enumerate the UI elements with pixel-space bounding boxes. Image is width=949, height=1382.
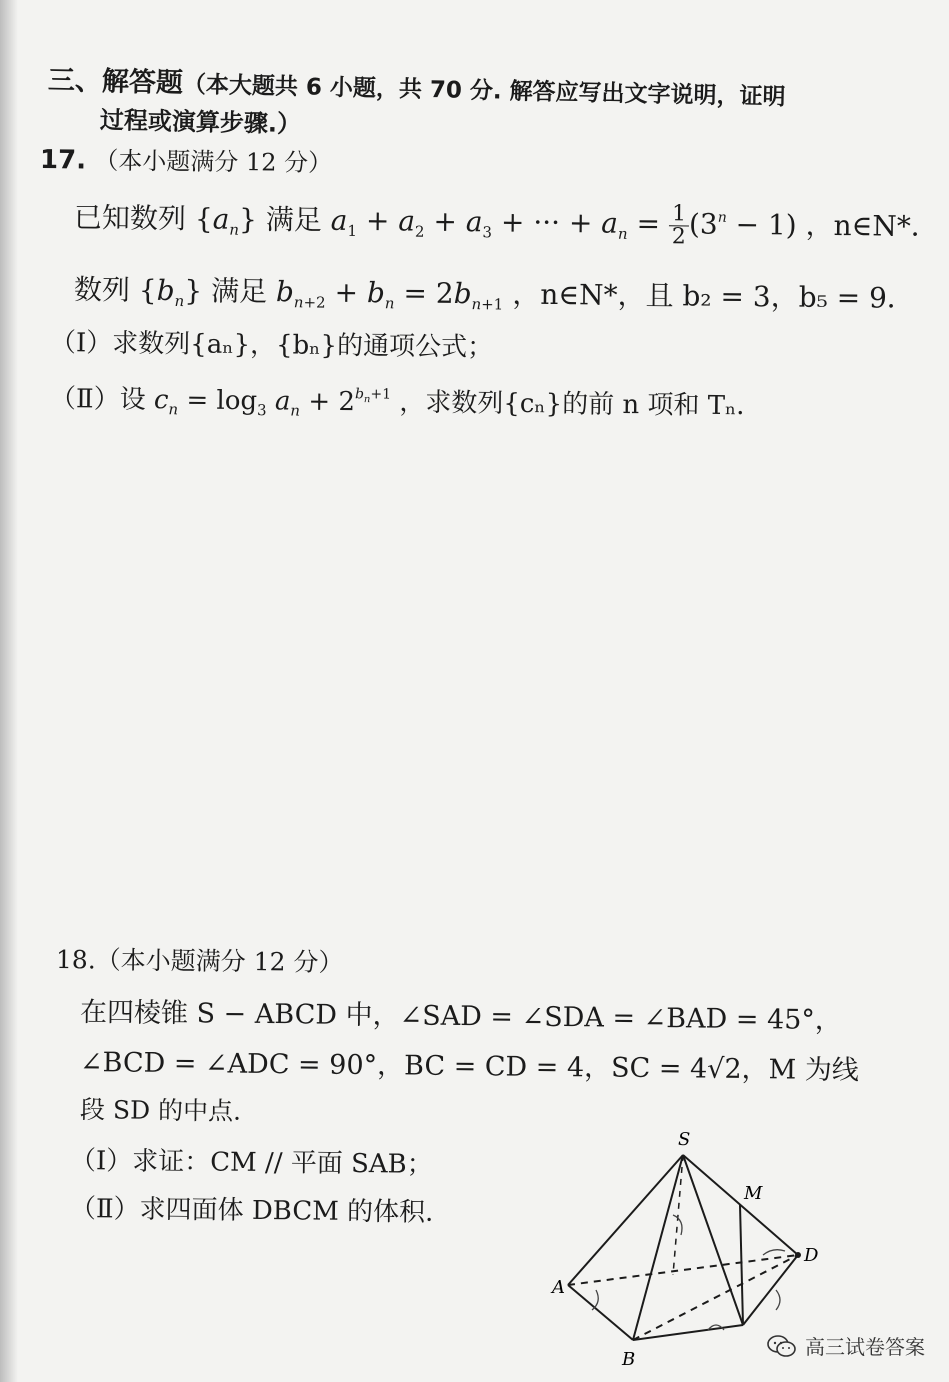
q17-line2-cond: b₂ = 3，b₅ = 9． [682, 279, 916, 315]
q17-c-formula: $c_n = \log_3 a_n + 2^{b_n+1}$ [153, 385, 392, 420]
q17-score: （本小题满分 12 分） [94, 146, 333, 178]
q18-line1: 在四棱锥 S − ABCD 中，∠SAD = ∠SDA = ∠BAD = 45°， [79, 997, 843, 1036]
q17-part1: （Ⅰ）求数列{aₙ}，{bₙ}的通项公式； [49, 328, 494, 363]
q17-part2 [50, 378, 763, 424]
label-d: D [804, 1245, 819, 1266]
q17-line1-text2: 满足 [265, 203, 323, 237]
q17-line1-tail: ，n∈N*． [805, 208, 940, 244]
q17-recurrence: $b_{n+2} + b_n = 2b_{n+1}$ [275, 275, 504, 314]
q17-line2 [74, 268, 915, 318]
label-b: B [622, 1349, 636, 1370]
label-s: S [678, 1129, 691, 1150]
q17-set-b: $\{b_n\}$ [138, 273, 203, 311]
q18-part2: （Ⅱ）求四面体 DBCM 的体积. [69, 1194, 434, 1228]
q17-line2-tail: ，n∈N*，且 [512, 277, 674, 313]
label-m: M [744, 1183, 763, 1204]
page-edge-shadow [0, 0, 18, 1382]
q17-line1 [74, 196, 939, 251]
q17-number: 17. [39, 145, 87, 176]
q18-line2: ∠BCD = ∠ADC = 90°，BC = CD = 4，SC = 4√2，M 为线 [79, 1047, 860, 1087]
watermark [767, 1331, 925, 1360]
q17-line2-text1: 数列 [73, 273, 131, 307]
q17-line1-text1: 已知数列 [73, 201, 187, 236]
section-title: 三、解答题 [47, 65, 184, 99]
vertex-d-dot [795, 1252, 801, 1258]
q17-set-a: $\{a_n\}$ [194, 202, 258, 239]
q17-sum-formula: $a_1 + a_2 + a_3$ + ··· + $a_n$ = $\frac{1}{2}$ $(3^n - 1)$ [330, 201, 797, 250]
watermark-text: 高三试卷答案 [805, 1335, 925, 1359]
q18-part1: （Ⅰ）求证：CM // 平面 SAB； [69, 1146, 433, 1180]
section-instruction-1: （本大题共 6 小题，共 70 分. 解答应写出文字说明，证明 [182, 71, 786, 111]
q17-part2-suffix: ，求数列{cₙ}的前 n 项和 Tₙ． [399, 387, 763, 422]
q18-header: 18.（本小题满分 12 分） [55, 945, 344, 978]
wechat-icon [767, 1334, 797, 1358]
q17-line2-text2: 满足 [210, 274, 268, 309]
section-instruction-2: 过程或演算步骤.） [99, 106, 302, 139]
q18-line3: 段 SD 的中点. [79, 1095, 242, 1126]
q17-part2-prefix: （Ⅱ）设 [49, 384, 146, 416]
q17-header [40, 140, 332, 178]
label-a: A [552, 1277, 565, 1298]
